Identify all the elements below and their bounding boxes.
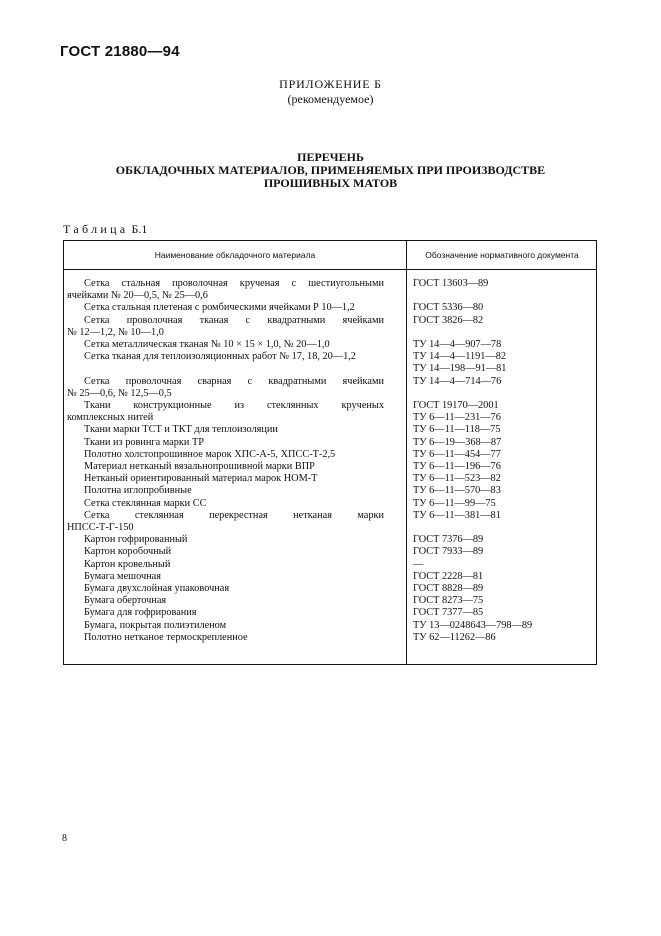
material-name [67, 424, 384, 436]
document-designation-line: ТУ 14—4—907—78 [413, 339, 502, 351]
material-name-line: Бумага мешочная [84, 570, 161, 582]
table-caption-word: Таблица [63, 222, 129, 236]
table-row [64, 376, 598, 400]
annex-subtitle: (рекомендуемое) [287, 92, 374, 106]
document-designation [413, 534, 593, 546]
document-designation-line: ТУ 14—4—1191—82 [413, 351, 506, 363]
material-name [67, 449, 384, 461]
material-name-line: Бумага для гофрирования [84, 607, 197, 619]
material-name-line: Материал нетканый вязальнопрошивной марки ВПР [84, 461, 315, 473]
document-designation-line: ГОСТ 7376—89 [413, 534, 484, 546]
document-code: ГОСТ 21880—94 [60, 43, 180, 60]
material-name [67, 485, 384, 497]
material-name [67, 315, 384, 339]
document-designation [413, 510, 593, 534]
material-name-line: Ткани конструкционные из стеклянных крученых [84, 400, 384, 412]
material-name-line: Картон гофрированный [84, 534, 188, 546]
table-row [64, 302, 598, 314]
table-row [64, 546, 598, 558]
material-name [67, 351, 384, 375]
document-designation [413, 461, 593, 473]
table-row [64, 351, 598, 375]
material-name [67, 461, 384, 473]
document-designation [413, 278, 593, 302]
annex-block [0, 77, 661, 107]
document-designation-line: ГОСТ 3826—82 [413, 314, 484, 326]
document-designation-line: ГОСТ 5336—80 [413, 302, 484, 314]
heading-line: ПРОШИВНЫХ МАТОВ [263, 176, 398, 190]
table-row [64, 620, 598, 632]
material-name-line: Полотна иглопробивные [84, 485, 192, 497]
document-designation-line: ТУ 13—0248643—798—89 [413, 619, 533, 631]
material-name-line: № 25—0,6, № 12,5—0,5 [67, 387, 172, 399]
table-row [64, 278, 598, 302]
material-name [67, 376, 384, 400]
material-name-line: Ткани из ровинга марки ТР [84, 436, 205, 448]
table-row [64, 510, 598, 534]
material-name [67, 607, 384, 619]
table-row [64, 437, 598, 449]
document-designation [413, 632, 593, 644]
document-designation [413, 339, 593, 351]
heading-line: ОБКЛАДОЧНЫХ МАТЕРИАЛОВ, ПРИМЕНЯЕМЫХ ПРИ ПРОИЗВОДСТВЕ [115, 163, 546, 177]
material-name [67, 595, 384, 607]
document-designation [413, 595, 593, 607]
header-divider [64, 269, 596, 270]
material-name-line: Ткани марки ТСТ и ТКТ для теплоизоляции [84, 424, 278, 436]
document-designation-line: — [413, 558, 424, 570]
document-designation-line: ТУ 6—11—523—82 [413, 473, 501, 485]
table-caption-number: Б.1 [131, 222, 148, 236]
document-designation-line: ТУ 6—11—570—83 [413, 485, 501, 497]
table-row [64, 400, 598, 424]
table-row [64, 571, 598, 583]
document-designation [413, 485, 593, 497]
material-name [67, 632, 384, 644]
material-name-line: ячейками № 20—0,5, № 25—0,6 [67, 290, 208, 302]
material-name [67, 400, 384, 424]
material-name-line: Нетканый ориентированный материал марок НОМ-Т [84, 473, 318, 485]
material-name [67, 339, 384, 351]
material-name [67, 620, 384, 632]
document-designation-line: ТУ 6—19—368—87 [413, 436, 502, 448]
document-designation [413, 620, 593, 632]
document-designation [413, 302, 593, 314]
material-name-line: НПСС-Т-Г-150 [67, 522, 134, 534]
material-name-line: Сетка металлическая тканая № 10 × 15 × 1,0, № 20—1,0 [84, 339, 330, 351]
table-row [64, 559, 598, 571]
document-designation [413, 559, 593, 571]
table-row [64, 534, 598, 546]
material-name [67, 559, 384, 571]
material-name-line: Полотно нетканое термоскрепленное [84, 631, 248, 643]
document-designation [413, 583, 593, 595]
table-row [64, 607, 598, 619]
material-name-line: Картон коробочный [84, 546, 172, 558]
document-designation [413, 449, 593, 461]
material-name [67, 583, 384, 595]
document-designation-line: ТУ 6—11—196—76 [413, 461, 501, 473]
document-designation-line: ТУ 6—11—118—75 [413, 424, 501, 436]
document-designation-line: ТУ 14—4—714—76 [413, 375, 502, 387]
document-designation [413, 607, 593, 619]
material-name [67, 534, 384, 546]
material-name [67, 571, 384, 583]
heading-line: ПЕРЕЧЕНЬ [297, 150, 364, 164]
material-name [67, 278, 384, 302]
document-designation-line: ТУ 6—11—99—75 [413, 497, 496, 509]
document-designation-line: ТУ 14—198—91—81 [413, 363, 507, 375]
material-name [67, 510, 384, 534]
table-row [64, 424, 598, 436]
material-name-line: комплексных нитей [67, 412, 154, 424]
material-name-line: Сетка тканая для теплоизоляционных работ № 17, 18, 20—1,2 [84, 351, 356, 363]
document-designation [413, 546, 593, 558]
list-heading [0, 151, 661, 190]
document-designation [413, 498, 593, 510]
document-designation [413, 473, 593, 485]
material-name [67, 302, 384, 314]
table-row [64, 339, 598, 351]
material-name-line: Сетка проволочная тканая с квадратными ячейками [84, 314, 384, 326]
material-name-line: Бумага, покрытая полиэтиленом [84, 619, 227, 631]
table-body [64, 278, 598, 644]
document-designation [413, 315, 593, 339]
material-name-line: Сетка стальная плетеная с ромбическими ячейками Р 10—1,2 [84, 302, 355, 314]
document-designation [413, 376, 593, 400]
material-name-line: Бумага оберточная [84, 595, 167, 607]
table-caption [63, 222, 147, 237]
table-row [64, 498, 598, 510]
annex-title: ПРИЛОЖЕНИЕ Б [279, 77, 382, 91]
column-header-material: Наименование обкладочного материала [154, 250, 316, 260]
table-row [64, 449, 598, 461]
table-row [64, 461, 598, 473]
material-name-line: Сетка проволочная сварная с квадратными ячейками [84, 375, 384, 387]
document-designation-line: ГОСТ 8273—75 [413, 595, 484, 607]
document-designation [413, 351, 593, 375]
document-designation [413, 424, 593, 436]
table-row [64, 595, 598, 607]
document-designation-line: ГОСТ 13603—89 [413, 278, 489, 289]
document-designation-line: ТУ 62—11262—86 [413, 631, 496, 643]
document-designation [413, 571, 593, 583]
material-name [67, 498, 384, 510]
table-row [64, 632, 598, 644]
material-name [67, 546, 384, 558]
table-row [64, 473, 598, 485]
document-designation-line: ТУ 6—11—231—76 [413, 412, 501, 424]
materials-table [63, 240, 597, 665]
document-designation-line: ГОСТ 2228—81 [413, 570, 484, 582]
material-name-line: № 12—1,2, № 10—1,0 [67, 326, 164, 338]
page-number: 8 [62, 833, 67, 844]
material-name-line: Сетка стеклянная перекрестная нетканая марки [84, 509, 384, 521]
document-designation [413, 437, 593, 449]
column-header-document: Обозначение нормативного документа [425, 250, 579, 260]
material-name [67, 473, 384, 485]
document-designation-line: ГОСТ 7933—89 [413, 546, 484, 558]
table-row [64, 485, 598, 497]
table-row [64, 583, 598, 595]
document-designation [413, 400, 593, 424]
material-name-line: Полотно холстопрошивное марок ХПС-А-5, ХПСС-Т-2,5 [84, 448, 336, 460]
document-designation-line: ГОСТ 19170—2001 [413, 400, 499, 412]
material-name-line: Сетка стеклянная марки СС [84, 497, 207, 509]
document-designation-line: ТУ 6—11—454—77 [413, 448, 501, 460]
material-name-line: Картон кровельный [84, 558, 171, 570]
material-name-line: Бумага двухслойная упаковочная [84, 583, 230, 595]
document-designation-line: ГОСТ 7377—85 [413, 607, 484, 619]
material-name-line: Сетка стальная проволочная крученая с шестиугольными [84, 278, 384, 289]
table-row [64, 315, 598, 339]
document-designation-line: ГОСТ 8828—89 [413, 583, 484, 595]
document-designation-line: ТУ 6—11—381—81 [413, 509, 501, 521]
material-name [67, 437, 384, 449]
